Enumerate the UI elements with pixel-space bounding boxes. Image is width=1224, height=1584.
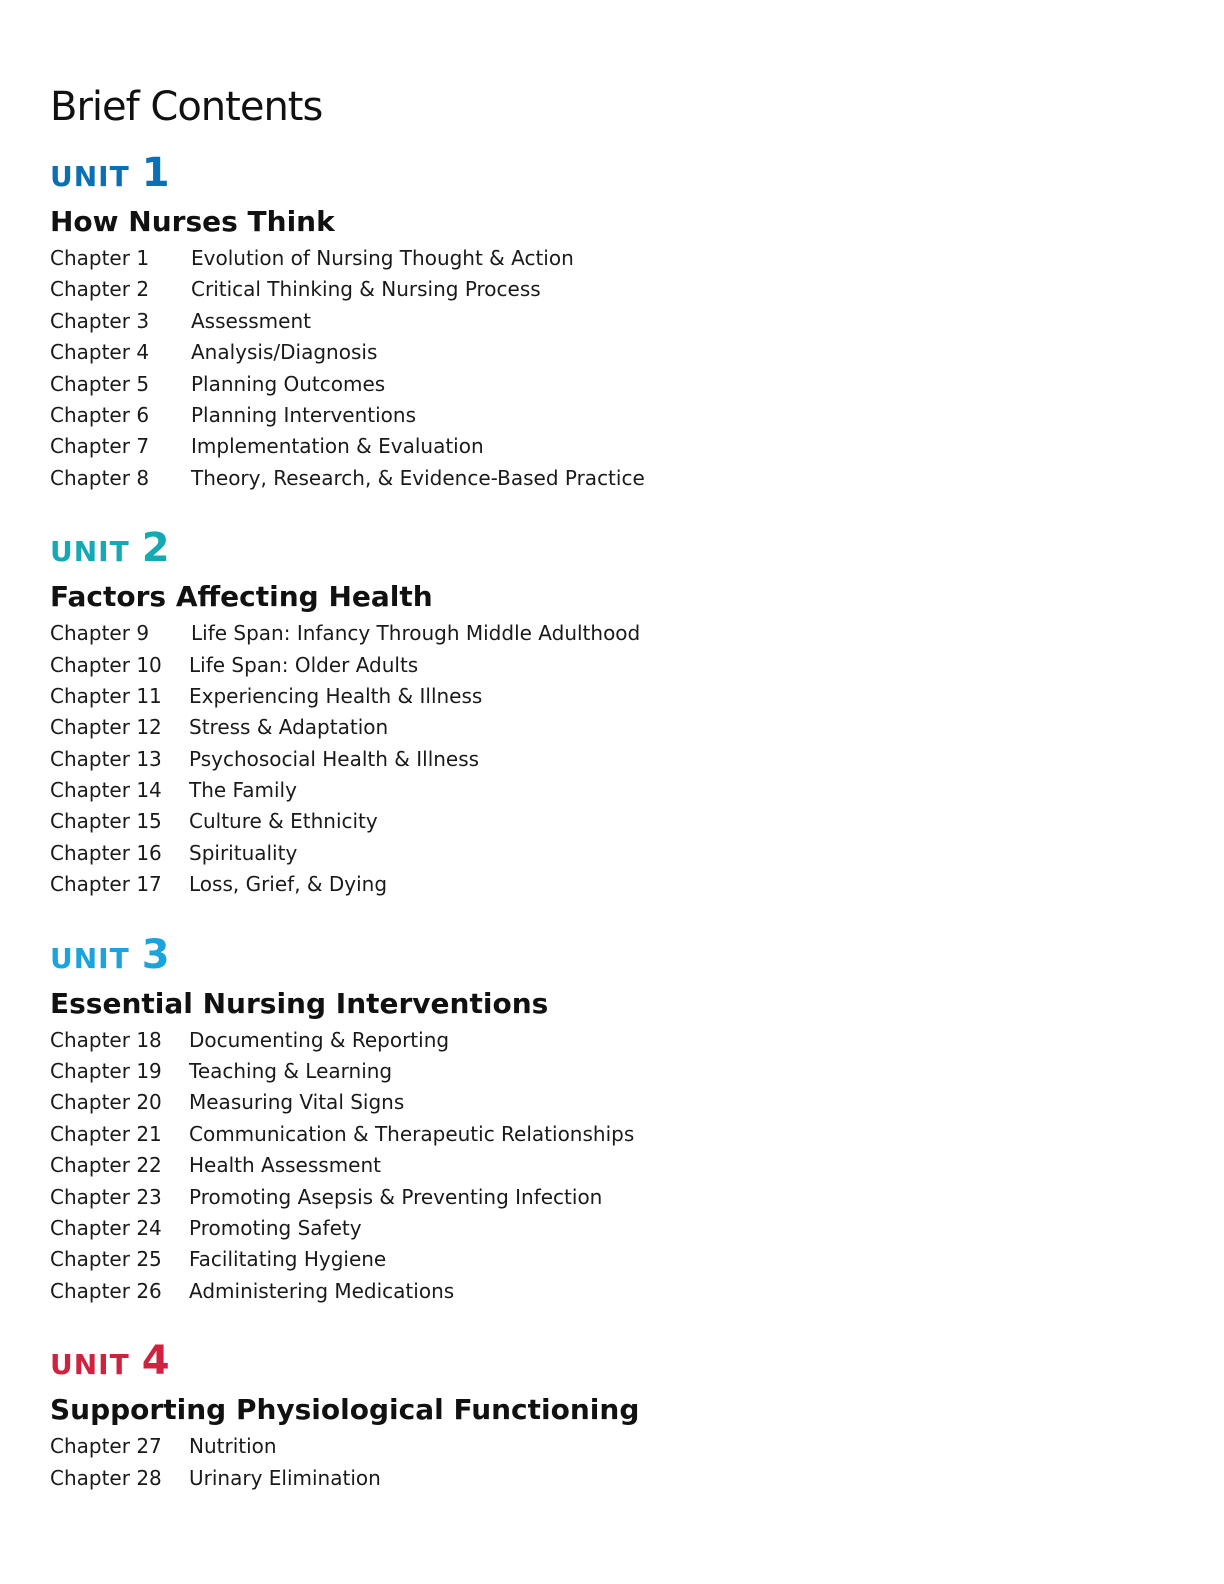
chapter-title: Critical Thinking & Nursing Process <box>191 277 541 302</box>
chapter-row[interactable] <box>50 1466 1170 1497</box>
chapter-title: Experiencing Health & Illness <box>189 683 483 708</box>
chapter-row[interactable] <box>50 653 1170 684</box>
unit-number: 1 <box>141 150 170 196</box>
chapter-number: Chapter 7 <box>50 434 150 459</box>
chapter-row[interactable] <box>50 1122 1170 1153</box>
chapter-title: Planning Outcomes <box>191 371 386 396</box>
chapter-list <box>50 1434 1170 1497</box>
chapter-number: Chapter 26 <box>50 1278 162 1303</box>
chapter-row[interactable] <box>50 434 1170 465</box>
chapter-number: Chapter 20 <box>50 1090 162 1115</box>
chapter-row[interactable] <box>50 1279 1170 1310</box>
chapter-title: Implementation & Evaluation <box>191 434 484 459</box>
chapter-row[interactable] <box>50 1185 1170 1216</box>
chapter-number: Chapter 25 <box>50 1247 162 1272</box>
chapter-title: Administering Medications <box>189 1278 455 1303</box>
unit-title: Supporting Physiological Functioning <box>50 1393 640 1427</box>
chapter-number: Chapter 4 <box>50 340 150 365</box>
chapter-number: Chapter 11 <box>50 683 162 708</box>
chapter-row[interactable] <box>50 277 1170 308</box>
chapter-number: Chapter 12 <box>50 715 162 740</box>
chapter-title: Assessment <box>191 308 311 333</box>
unit-label: UNIT <box>50 535 130 569</box>
unit-list <box>50 150 1170 1497</box>
chapter-title: Evolution of Nursing Thought & Action <box>191 246 574 270</box>
chapter-title: Nutrition <box>189 1434 277 1459</box>
chapter-row[interactable] <box>50 872 1170 903</box>
chapter-row[interactable] <box>50 684 1170 715</box>
chapter-number: Chapter 2 <box>50 277 150 302</box>
chapter-number: Chapter 28 <box>50 1465 162 1490</box>
unit-section <box>50 1338 1170 1497</box>
chapter-title: Promoting Safety <box>189 1215 362 1240</box>
chapter-row[interactable] <box>50 372 1170 403</box>
chapter-number: Chapter 14 <box>50 778 162 803</box>
unit-section <box>50 525 1170 904</box>
unit-label: UNIT <box>50 1348 130 1382</box>
chapter-title: The Family <box>189 778 297 803</box>
chapter-list <box>50 621 1170 904</box>
unit-header <box>50 1338 1170 1388</box>
chapter-row[interactable] <box>50 1153 1170 1184</box>
chapter-title: Analysis/Diagnosis <box>191 340 378 365</box>
chapter-number: Chapter 13 <box>50 746 162 771</box>
chapter-number: Chapter 18 <box>50 1027 162 1052</box>
chapter-row[interactable] <box>50 809 1170 840</box>
chapter-number: Chapter 16 <box>50 840 162 865</box>
chapter-title: Measuring Vital Signs <box>189 1090 405 1115</box>
toc-page <box>50 82 1170 1497</box>
chapter-title: Loss, Grief, & Dying <box>189 872 388 897</box>
chapter-row[interactable] <box>50 309 1170 340</box>
chapter-row[interactable] <box>50 340 1170 371</box>
chapter-row[interactable] <box>50 1434 1170 1465</box>
chapter-title: Documenting & Reporting <box>189 1027 450 1052</box>
unit-number: 4 <box>141 1338 170 1385</box>
unit-section <box>50 150 1170 497</box>
chapter-number: Chapter 8 <box>50 465 150 490</box>
chapter-number: Chapter 22 <box>50 1153 162 1178</box>
chapter-row[interactable] <box>50 1059 1170 1090</box>
unit-label: UNIT <box>50 941 130 975</box>
chapter-number: Chapter 3 <box>50 308 150 333</box>
chapter-title: Psychosocial Health & Illness <box>189 746 480 771</box>
chapter-title: Spirituality <box>189 840 298 865</box>
unit-header <box>50 932 1170 982</box>
chapter-row[interactable] <box>50 466 1170 497</box>
chapter-number: Chapter 27 <box>50 1434 162 1459</box>
chapter-title: Communication & Therapeutic Relationships <box>189 1121 635 1146</box>
unit-title: Factors Affecting Health <box>50 580 433 614</box>
chapter-title: Culture & Ethnicity <box>189 809 378 834</box>
unit-title: Essential Nursing Interventions <box>50 986 549 1020</box>
chapter-title: Facilitating Hygiene <box>189 1247 387 1272</box>
chapter-row[interactable] <box>50 1090 1170 1121</box>
chapter-title: Health Assessment <box>189 1153 382 1178</box>
unit-number: 3 <box>141 931 170 978</box>
chapter-title: Teaching & Learning <box>189 1059 393 1084</box>
unit-label: UNIT <box>50 160 130 193</box>
chapter-title: Promoting Asepsis & Preventing Infection <box>189 1184 603 1209</box>
chapter-number: Chapter 6 <box>50 402 150 427</box>
chapter-number: Chapter 9 <box>50 621 150 646</box>
unit-number: 2 <box>141 525 170 572</box>
chapter-row[interactable] <box>50 1216 1170 1247</box>
chapter-row[interactable] <box>50 246 1170 277</box>
chapter-number: Chapter 15 <box>50 809 162 834</box>
chapter-row[interactable] <box>50 841 1170 872</box>
chapter-list <box>50 246 1170 497</box>
unit-header <box>50 525 1170 575</box>
chapter-number: Chapter 5 <box>50 371 150 396</box>
chapter-title: Life Span: Older Adults <box>189 652 419 677</box>
chapter-number: Chapter 1 <box>50 246 150 270</box>
unit-section <box>50 932 1170 1311</box>
chapter-title: Stress & Adaptation <box>189 715 389 740</box>
chapter-number: Chapter 17 <box>50 872 162 897</box>
chapter-title: Planning Interventions <box>191 402 416 427</box>
chapter-number: Chapter 21 <box>50 1121 162 1146</box>
chapter-title: Theory, Research, & Evidence-Based Practice <box>191 465 645 490</box>
chapter-title: Life Span: Infancy Through Middle Adulthood <box>191 621 641 646</box>
chapter-number: Chapter 24 <box>50 1215 162 1240</box>
chapter-row[interactable] <box>50 747 1170 778</box>
chapter-row[interactable] <box>50 778 1170 809</box>
chapter-row[interactable] <box>50 621 1170 652</box>
chapter-title: Urinary Elimination <box>189 1465 381 1490</box>
chapter-number: Chapter 19 <box>50 1059 162 1084</box>
chapter-number: Chapter 23 <box>50 1184 162 1209</box>
unit-header <box>50 150 1170 200</box>
chapter-row[interactable] <box>50 1247 1170 1278</box>
chapter-row[interactable] <box>50 715 1170 746</box>
unit-title: How Nurses Think <box>50 205 335 238</box>
chapter-row[interactable] <box>50 1028 1170 1059</box>
page-title: Brief Contents <box>50 84 323 130</box>
chapter-number: Chapter 10 <box>50 652 162 677</box>
chapter-list <box>50 1028 1170 1311</box>
chapter-row[interactable] <box>50 403 1170 434</box>
